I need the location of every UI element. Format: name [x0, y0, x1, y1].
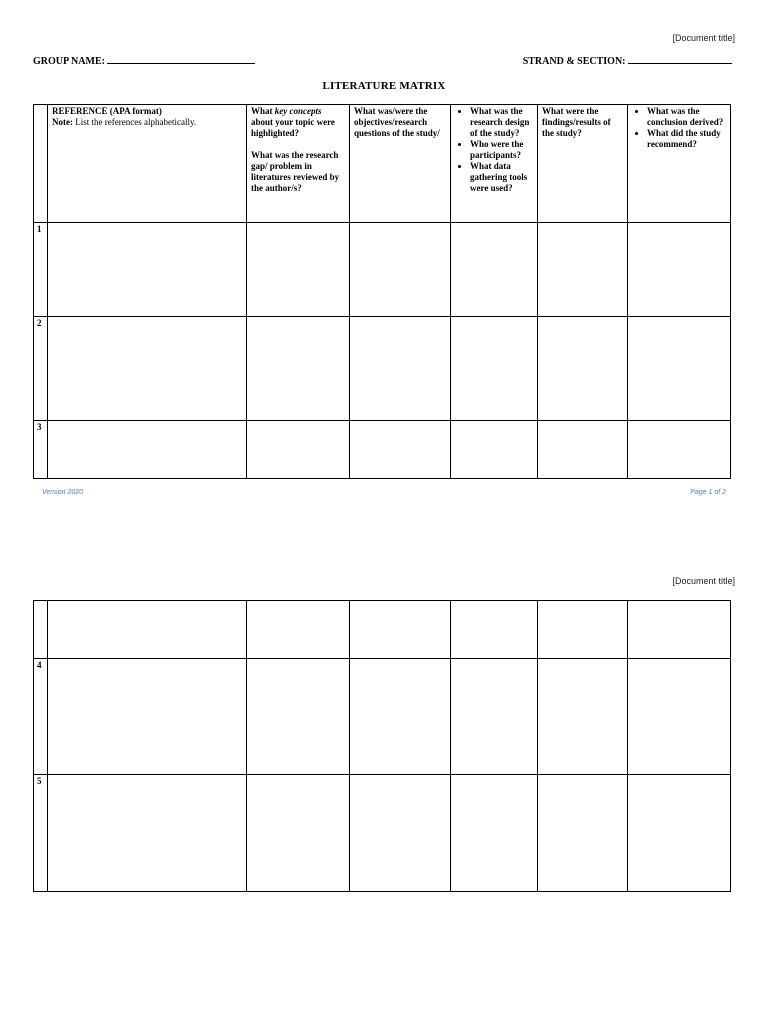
concepts-cell[interactable] — [247, 775, 350, 892]
concepts-cell[interactable] — [247, 601, 350, 659]
design-cell[interactable] — [451, 659, 538, 775]
design-cell[interactable] — [451, 223, 538, 317]
concepts-cell[interactable] — [247, 421, 350, 479]
reference-cell[interactable] — [48, 223, 247, 317]
design-cell[interactable] — [451, 421, 538, 479]
strand-section-blank[interactable] — [628, 62, 732, 64]
matrix-title: LITERATURE MATRIX — [322, 80, 446, 92]
strand-section-label: STRAND & SECTION: — [522, 56, 626, 67]
conclusion-cell[interactable] — [628, 775, 731, 892]
conclusion-cell[interactable] — [628, 223, 731, 317]
reference-title: REFERENCE (APA format) — [52, 106, 162, 116]
research-gap-question: What was the research gap/ problem in literatures reviewed by the author/s? — [251, 150, 340, 193]
group-name-blank[interactable] — [107, 62, 255, 64]
concepts-cell[interactable] — [247, 317, 350, 421]
participants-bullet: • Who were the participants? — [470, 139, 533, 161]
findings-header: What were the findings/results of the study? — [538, 105, 628, 223]
conclusion-bullet: • What was the conclusion derived? — [647, 106, 726, 128]
table-row — [34, 601, 731, 659]
findings-cell[interactable] — [538, 317, 628, 421]
objectives-cell[interactable] — [350, 659, 451, 775]
group-name-field — [33, 56, 255, 67]
findings-cell[interactable] — [538, 421, 628, 479]
findings-cell[interactable] — [538, 601, 628, 659]
row-number: 2 — [34, 317, 48, 421]
document-title: [Document title] — [672, 33, 735, 43]
objectives-cell[interactable] — [350, 775, 451, 892]
findings-cell[interactable] — [538, 659, 628, 775]
conclusion-cell[interactable] — [628, 421, 731, 479]
conclusion-cell[interactable] — [628, 659, 731, 775]
table-row — [34, 317, 731, 421]
reference-header — [48, 105, 247, 223]
table-row — [34, 659, 731, 775]
design-cell[interactable] — [451, 775, 538, 892]
row-number: 4 — [34, 659, 48, 775]
strand-section-field — [523, 56, 732, 67]
design-bullet: • What was the research design of the study? — [470, 106, 533, 139]
row-number: 5 — [34, 775, 48, 892]
table-row — [34, 421, 731, 479]
objectives-header: What was/were the objectives/research questions of the study/ — [350, 105, 451, 223]
reference-note: Note: List the references alphabetically. — [52, 117, 197, 127]
row-number: 3 — [34, 421, 48, 479]
findings-cell[interactable] — [538, 775, 628, 892]
reference-cell[interactable] — [48, 659, 247, 775]
header-row — [34, 105, 731, 223]
reference-cell[interactable] — [48, 421, 247, 479]
tools-bullet: • What data gathering tools were used? — [470, 161, 533, 194]
group-name-label: GROUP NAME: — [33, 56, 105, 67]
row-number — [34, 601, 48, 659]
table-row — [34, 775, 731, 892]
literature-matrix-table-page2 — [33, 600, 731, 892]
conclusion-header — [628, 105, 731, 223]
number-header-cell — [34, 105, 48, 223]
concepts-cell[interactable] — [247, 659, 350, 775]
literature-matrix-table — [33, 104, 731, 479]
conclusion-cell[interactable] — [628, 317, 731, 421]
version-footer: Version 2020 — [42, 489, 83, 496]
objectives-cell[interactable] — [350, 601, 451, 659]
objectives-cell[interactable] — [350, 421, 451, 479]
reference-cell[interactable] — [48, 601, 247, 659]
key-concepts-question: What key concepts about your topic were highlighted? — [251, 106, 335, 138]
conclusion-cell[interactable] — [628, 601, 731, 659]
design-cell[interactable] — [451, 601, 538, 659]
reference-cell[interactable] — [48, 775, 247, 892]
table-row — [34, 223, 731, 317]
document-title-page2: [Document title] — [672, 576, 735, 586]
page-number-footer: Page 1 of 2 — [690, 489, 726, 496]
reference-cell[interactable] — [48, 317, 247, 421]
key-concepts-header — [247, 105, 350, 223]
concepts-cell[interactable] — [247, 223, 350, 317]
row-number: 1 — [34, 223, 48, 317]
recommend-bullet: • What did the study recommend? — [647, 128, 726, 150]
design-header — [451, 105, 538, 223]
findings-cell[interactable] — [538, 223, 628, 317]
objectives-cell[interactable] — [350, 223, 451, 317]
objectives-cell[interactable] — [350, 317, 451, 421]
design-cell[interactable] — [451, 317, 538, 421]
